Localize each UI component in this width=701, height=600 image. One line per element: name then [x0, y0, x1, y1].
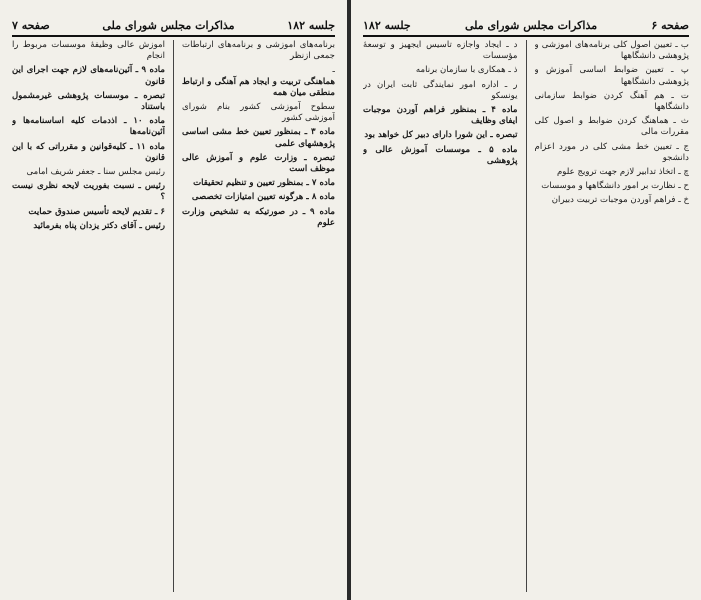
note-heading: تبصره ـ این شورا دارای دبیر کل خواهد بود [364, 130, 518, 141]
list-item: ت ـ هم آهنگ کردن ضوابط سازمانی دانشگاهها [534, 90, 689, 113]
left-header-title: مذاکرات مجلس شورای ملی [102, 19, 235, 32]
right-page-col-right [535, 40, 690, 592]
right-page-header [363, 8, 689, 37]
list-item: ث ـ هماهنگ کردن ضوابط و اصول کلی مقررات مالی [534, 116, 689, 138]
left-page-columns [12, 40, 335, 592]
note-heading: تبصره ـ وزارت علوم و آموزش عالی موظف است [182, 152, 335, 175]
list-item: ب ـ تعیین اصول کلی برنامه‌های آموزشی و پژوهشی دانشگاهها [534, 40, 689, 62]
list-item: چ ـ اتخاذ تدابیر لازم جهت ترویج علوم [556, 167, 689, 178]
article-heading: ماده ۱۱ ـ کلیه‌قوانین و مقرراتی که با این قانون [12, 141, 165, 163]
article-heading: ماده ۷ ـ بمنظور تعیین و تنظیم تحقیقات [193, 178, 335, 189]
right-page-columns [363, 40, 689, 592]
section-heading: ۶ ـ تقدیم لایحه تأسیس صندوق حمایت [28, 206, 165, 217]
speaker-line: رئیس ـ آقای دکتر یزدان پناه بفرمائید [33, 220, 165, 231]
list-item: ج ـ تعیین خط مشی کلی در مورد اعزام دانشجو [534, 141, 689, 163]
paragraph: سطوح آموزشی کشور بنام شورای آموزشی کشور [182, 102, 335, 124]
list-item: ح ـ نظارت بر امور دانشگاهها و موسسات [541, 181, 689, 192]
right-header-title: مذاکرات مجلس شورای ملی [464, 19, 598, 32]
left-page-col-left [12, 40, 165, 592]
article-heading: ماده ۹ ـ آئین‌نامه‌های لازم جهت اجرای این قانون [12, 65, 165, 87]
body-text: ـ [332, 65, 335, 76]
speaker-line: رئیس ـ نسبت بفوریت لایحه نظری نیست ؟ [12, 181, 165, 203]
right-page-number: صفحه ۶ [651, 19, 689, 32]
right-page-col-left [363, 40, 518, 592]
left-page-header [12, 8, 335, 37]
article-heading: ماده ۳ ـ بمنظور تعیین خط مشی اساسی پژوهشهای علمی [182, 127, 335, 149]
paragraph: برنامه‌های آموزشی و برنامه‌های ارتباطات جمعی ازنظر [182, 40, 335, 62]
left-session-label: جلسه ۱۸۲ [287, 19, 335, 32]
right-session-label: جلسه ۱۸۲ [363, 19, 411, 32]
right-page [351, 0, 701, 600]
article-heading: ماده ۹ ـ در صورتیکه به تشخیص وزارت علوم [182, 206, 335, 228]
left-page-number: صفحه ۷ [12, 19, 50, 32]
article-heading: ماده ۱۰ ـ اذدمات کلیه اساسنامه‌ها و آئین‌نامه‌ها [12, 116, 165, 138]
article-heading: ماده ۸ ـ هرگونه تعیین امتیازات تخصصی [191, 192, 335, 203]
column-rule [173, 40, 174, 592]
list-item: خ ـ فراهم آوردن موجبات تربیت دبیران [551, 195, 689, 206]
left-page [0, 0, 347, 600]
article-heading: ماده ۴ ـ بمنظور فراهم آوردن موجبات ایفای وظایف [363, 105, 518, 127]
note-heading: تبصره ـ موسسات پژوهشی غیرمشمول باستناد [12, 90, 165, 113]
list-item: ر ـ اداره امور نمایندگی ثابت ایران در یونسکو [363, 79, 518, 101]
left-page-col-right [182, 40, 335, 592]
list-item: پ ـ تعیین ضوابط اساسی آموزش و پژوهشی دانشگاهها [534, 65, 689, 87]
paragraph: آموزش عالی وظیفهٔ موسسات مربوط را انجام [12, 40, 165, 62]
list-item: ذ ـ همکاری با سازمان برنامه [415, 65, 518, 76]
article-heading: هماهنگی تربیت و ایجاد هم آهنگی و ارتباط منطقی میان همه [182, 76, 335, 98]
signature-line: رئیس مجلس سنا ـ جعفر شریف امامی [26, 167, 165, 178]
column-rule [526, 40, 527, 592]
list-item: د ـ ایجاد واجازه تأسیس ایجهیز و توسعهٔ مؤسسات [363, 40, 518, 62]
article-heading: ماده ۵ ـ موسسات آموزش عالی و پژوهشی [363, 144, 518, 166]
